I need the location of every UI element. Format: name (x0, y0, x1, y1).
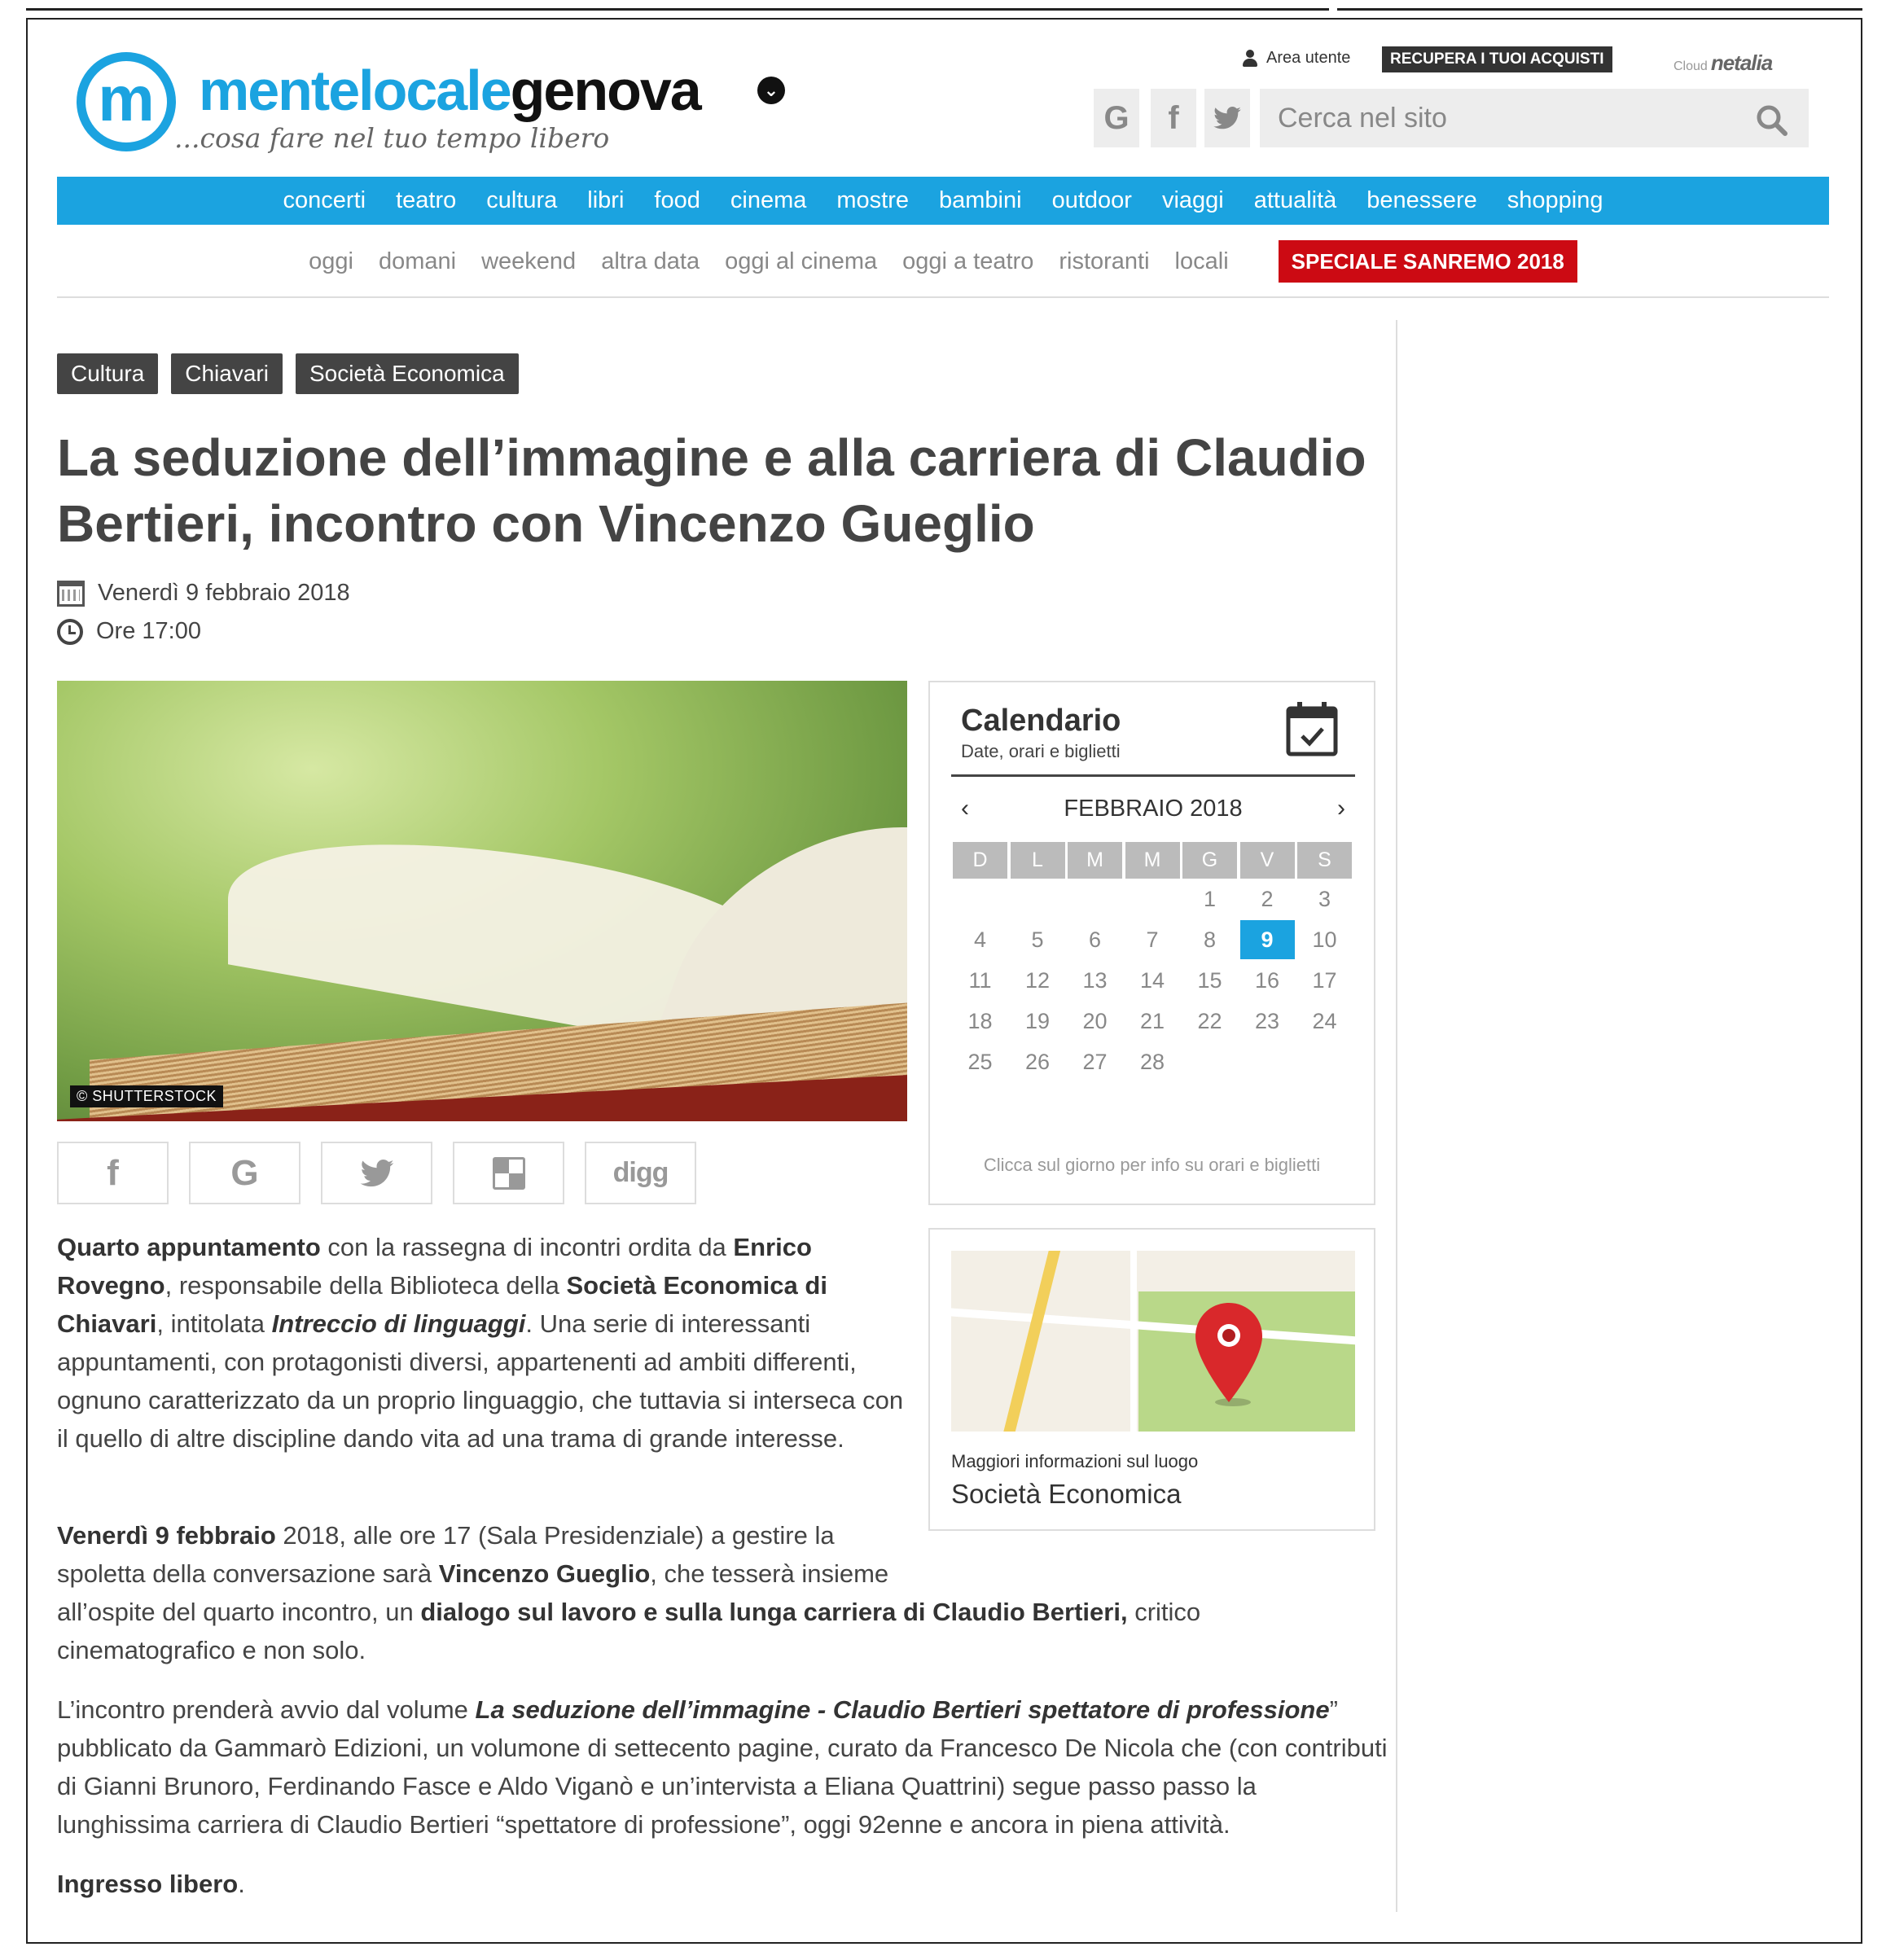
sidebar-divider (1396, 320, 1397, 1912)
subnav-item-ristoranti[interactable]: ristoranti (1059, 248, 1150, 274)
cloud-brand: netalia (1710, 50, 1773, 75)
calendar-day[interactable]: 26 (1024, 1049, 1051, 1074)
nav-item-libri[interactable]: libri (587, 187, 625, 213)
article-title: La seduzione dell’immagine e alla carriera di Claudio Bertieri, incontro con Vincenzo Gueglio (57, 428, 1366, 553)
google-icon: G (1103, 99, 1130, 136)
category-tags (57, 353, 519, 394)
weekday-header: V (1240, 842, 1295, 879)
calendar-footer: Clicca sul giorno per info su orari e biglietti (983, 1155, 1321, 1175)
calendar-day[interactable]: 25 (967, 1049, 993, 1074)
calendar-day[interactable]: 10 (1312, 927, 1337, 952)
calendar-day[interactable]: 27 (1082, 1049, 1108, 1074)
google-icon: G (230, 1152, 259, 1193)
user-icon (1242, 50, 1258, 68)
calendar-widget (928, 681, 1375, 1205)
calendar-day[interactable]: 6 (1088, 927, 1102, 952)
calendar-day[interactable]: 21 (1139, 1008, 1165, 1033)
weekday-header: L (1011, 842, 1065, 879)
search-icon[interactable] (1755, 103, 1788, 136)
subnav-item-altra-data[interactable]: altra data (601, 248, 700, 274)
logo-wordmark[interactable] (199, 59, 700, 122)
nav-item-shopping[interactable]: shopping (1507, 187, 1603, 213)
city-dropdown-icon[interactable]: ⌄ (757, 77, 785, 104)
calendar-day[interactable]: 12 (1024, 967, 1051, 993)
weekday-header: M (1125, 842, 1180, 879)
nav-item-concerti[interactable]: concerti (283, 187, 366, 213)
calendar-day[interactable]: 19 (1024, 1008, 1051, 1033)
subnav-item-oggi-al-cinema[interactable]: oggi al cinema (725, 248, 878, 274)
calendar-day[interactable]: 22 (1197, 1008, 1222, 1033)
nav-item-cultura[interactable]: cultura (486, 187, 558, 213)
recupera-acquisti-button[interactable]: RECUPERA I TUOI ACQUISTI (1382, 46, 1612, 72)
weekday-header: S (1297, 842, 1352, 879)
article-paragraph-2a: Venerdì 9 febbraio 2018, alle ore 17 (Sala Presidenziale) a gestire la spoletta della conversazione sarà Vincenzo Gueglio, che tesserà insieme (57, 1521, 889, 1588)
nav-item-benessere[interactable]: benessere (1366, 187, 1477, 213)
subnav-item-oggi-a-teatro[interactable]: oggi a teatro (902, 248, 1034, 274)
main-nav (57, 177, 1829, 225)
calendar-day[interactable]: 15 (1197, 967, 1222, 993)
map-thumbnail[interactable] (951, 1251, 1355, 1432)
location-name[interactable]: Società Economica (951, 1479, 1182, 1509)
subnav-item-domani[interactable]: domani (378, 248, 457, 274)
calendar-day[interactable]: 13 (1082, 967, 1108, 993)
twitter-icon (360, 1160, 394, 1187)
nav-item-food[interactable]: food (654, 187, 700, 213)
nav-item-viaggi[interactable]: viaggi (1161, 187, 1224, 213)
nav-item-cinema[interactable]: cinema (730, 187, 807, 213)
ingresso-libero: Ingresso libero. (57, 1870, 245, 1898)
top-border-left (26, 8, 1329, 11)
calendar-day[interactable]: 5 (1031, 927, 1044, 952)
calendar-day[interactable]: 16 (1254, 967, 1280, 993)
calendar-day[interactable]: 1 (1203, 886, 1217, 911)
twitter-button[interactable] (1204, 89, 1250, 147)
logo-circle[interactable] (77, 52, 176, 151)
calendar-day[interactable]: 11 (968, 967, 992, 993)
event-time (57, 618, 201, 645)
google-plus-button[interactable] (1094, 89, 1139, 147)
calendar-day[interactable]: 2 (1261, 886, 1274, 911)
share-buttons (57, 1142, 696, 1204)
calendar-day[interactable]: 18 (967, 1008, 993, 1033)
calendar-empty-cell (953, 879, 1007, 919)
article-paragraph-2b: all’ospite del quarto incontro, un dialogo sul lavoro e sulla lunga carriera di Claudio Bertieri, critico cinematografico e non solo. (57, 1598, 1201, 1664)
calendar-empty-cell (1068, 879, 1122, 919)
share-delicious-button[interactable] (453, 1142, 564, 1204)
calendar-day[interactable]: 24 (1312, 1008, 1337, 1033)
sub-nav (57, 239, 1829, 284)
location-widget[interactable] (928, 1228, 1375, 1531)
logo-tagline: ...cosa fare nel tuo tempo libero (174, 122, 610, 154)
logo-blue-text: mentelocale (199, 59, 511, 122)
calendar-month-nav (951, 788, 1355, 829)
tag-chiavari[interactable]: Chiavari (171, 353, 283, 394)
twitter-icon (1213, 107, 1241, 129)
calendar-check-icon (1286, 700, 1338, 757)
subnav-item-oggi[interactable]: oggi (309, 248, 353, 274)
nav-item-mostre[interactable]: mostre (836, 187, 910, 213)
speciale-sanremo-button[interactable]: SPECIALE SANREMO 2018 (1279, 240, 1577, 283)
calendar-subtitle: Date, orari e biglietti (961, 741, 1121, 761)
header-divider (57, 296, 1829, 298)
cloud-label: Cloud (1673, 59, 1708, 73)
logo-letter: m (98, 63, 155, 134)
subnav-item-locali[interactable]: locali (1174, 248, 1229, 274)
calendar-day[interactable]: 14 (1139, 967, 1165, 993)
photo-credit: © SHUTTERSTOCK (70, 1085, 223, 1107)
calendar-month: FEBBRAIO 2018 (1064, 795, 1243, 822)
tag-cultura[interactable]: Cultura (57, 353, 158, 394)
calendar-icon (57, 581, 85, 607)
top-border-right (1337, 8, 1862, 11)
calendar-day[interactable]: 3 (1318, 886, 1331, 911)
delicious-icon (493, 1157, 525, 1190)
weekday-header: G (1182, 842, 1237, 879)
calendar-title: Calendario (961, 704, 1121, 738)
facebook-button[interactable] (1151, 89, 1196, 147)
calendar-day[interactable]: 23 (1254, 1008, 1280, 1033)
location-label: Maggiori informazioni sul luogo (951, 1451, 1199, 1471)
calendar-day[interactable]: 17 (1312, 967, 1337, 993)
nav-item-attualita[interactable]: attualità (1253, 187, 1337, 213)
share-twitter-button[interactable] (321, 1142, 432, 1204)
nav-item-outdoor[interactable]: outdoor (1051, 187, 1132, 213)
next-month-icon[interactable]: › (1337, 795, 1345, 822)
article-paragraph-3: L’incontro prenderà avvio dal volume La seduzione dell’immagine - Claudio Bertieri spettatore di professione” pubblicato da Gammarò Edizioni, un volumone di settecento pagine, curato da Francesco De Nicola che (con contributi di Gianni Brunoro, Ferdinando Fasce e Aldo Viganò e un’intervista a Eliana Quattrini) segue passo passo la lunghissima carriera di Claudio Bertieri “spettatore di professione”, oggi 92enne e ancora in piena attività. (57, 1695, 1388, 1839)
search-input[interactable] (1278, 103, 1734, 134)
calendar-day-selected[interactable]: 9 (1240, 920, 1295, 959)
search-box (1260, 89, 1809, 147)
share-facebook-button[interactable] (57, 1142, 169, 1204)
subnav-item-weekend[interactable]: weekend (481, 248, 577, 274)
prev-month-icon[interactable]: ‹ (961, 795, 969, 822)
clock-icon (57, 619, 83, 645)
digg-icon: digg (612, 1157, 669, 1188)
calendar-day[interactable]: 28 (1139, 1049, 1165, 1074)
event-date (57, 580, 350, 607)
weekday-header: M (1068, 842, 1122, 879)
calendar-grid (953, 842, 1352, 1082)
calendar-day[interactable]: 7 (1146, 927, 1159, 952)
cloud-badge[interactable] (1673, 50, 1772, 76)
calendar-rule (951, 774, 1355, 777)
logo-city-text: genova (510, 59, 700, 122)
nav-item-bambini[interactable]: bambini (939, 187, 1022, 213)
facebook-icon: f (107, 1152, 119, 1193)
share-google-button[interactable] (189, 1142, 300, 1204)
map-pin-icon (1192, 1301, 1266, 1407)
area-utente-link[interactable] (1242, 49, 1350, 68)
article-paragraph-1: Quarto appuntamento con la rassegna di incontri ordita da Enrico Rovegno, responsabile della Biblioteca della Società Economica di Chiavari, intitolata Intreccio di linguaggi. Una serie di interessanti appuntamenti, con protagonisti diversi, appartenenti ad ambiti differenti, ognuno caratterizzato da un proprio linguaggio, che tuttavia si interseca con il quello di altre discipline dando vita ad una trama di grande interesse. (57, 1233, 904, 1453)
area-utente-label: Area utente (1266, 49, 1351, 67)
nav-item-teatro[interactable]: teatro (396, 187, 457, 213)
facebook-icon: f (1168, 99, 1179, 136)
calendar-empty-cell (1011, 879, 1065, 919)
calendar-day[interactable]: 20 (1082, 1008, 1108, 1033)
weekday-header: D (953, 842, 1007, 879)
share-digg-button[interactable] (585, 1142, 696, 1204)
event-date-text: Venerdì 9 febbraio 2018 (98, 580, 350, 606)
tag-societa-economica[interactable]: Società Economica (296, 353, 519, 394)
calendar-day[interactable]: 4 (973, 927, 987, 952)
calendar-day[interactable]: 8 (1203, 927, 1217, 952)
calendar-empty-cell (1125, 879, 1180, 919)
article-photo (57, 681, 907, 1121)
event-time-text: Ore 17:00 (96, 618, 201, 644)
